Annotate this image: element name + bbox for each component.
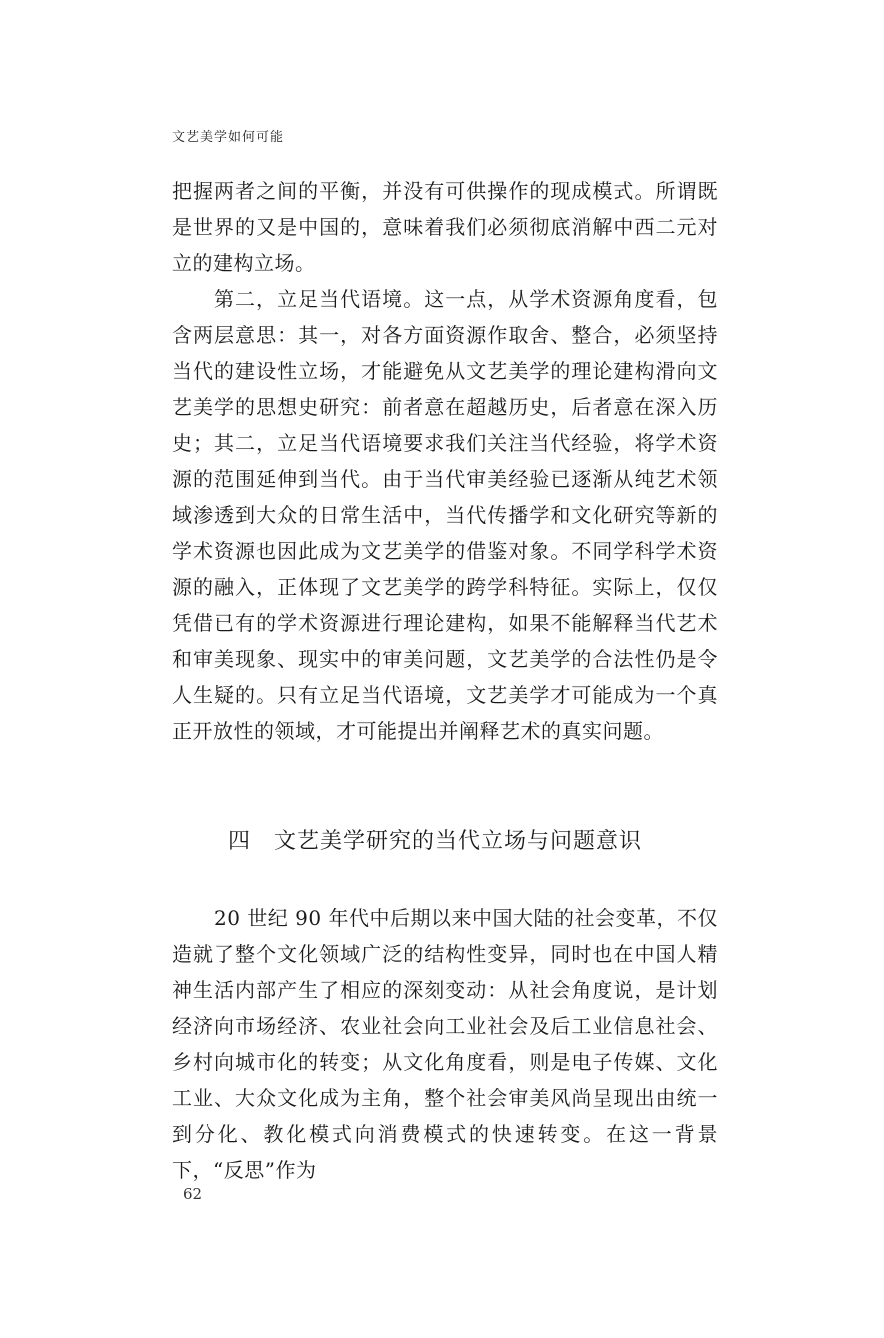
running-header: 文艺美学如何可能 [172,130,285,145]
text-block-upper [172,173,718,749]
page-number: 62 [183,1185,203,1203]
text-block-lower [172,900,718,1188]
paragraph-continuation: 把握两者之间的平衡，并没有可供操作的现成模式。所谓既是世界的又是中国的，意味着我们必须彻底消解中西二元对立的建构立场。 [172,179,718,275]
section-heading: 四 文艺美学研究的当代立场与问题意识 [228,829,643,854]
paragraph-contemporary-context: 第二，立足当代语境。这一点，从学术资源角度看，包含两层意思：其一，对各方面资源作取舍、整合，必须坚持当代的建设性立场，才能避免从文艺美学的理论建构滑向文艺美学的思想史研究：前者意在超越历史，后者意在深入历史；其二，立足当代语境要求我们关注当代经验，将学术资源的范围延伸到当代。由于当代审美经验已逐渐从纯艺术领域渗透到大众的日常生活中，当代传播学和文化研究等新的学术资源也因此成为文艺美学的借鉴对象。不同学科学术资源的融入，正体现了文艺美学的跨学科特征。实际上，仅仅凭借已有的学术资源进行理论建构，如果不能解释当代艺术和审美现象、现实中的审美问题，文艺美学的合法性仍是令人生疑的。只有立足当代语境，文艺美学才可能成为一个真正开放性的领域，才可能提出并阐释艺术的真实问题。 [172,287,718,743]
paragraph-social-change: 20 世纪 90 年代中后期以来中国大陆的社会变革，不仅造就了整个文化领域广泛的结构性变异，同时也在中国人精神生活内部产生了相应的深刻变动：从社会角度说，是计划经济向市场经济、农业社会向工业社会及后工业信息社会、乡村向城市化的转变；从文化角度看，则是电子传媒、文化工业、大众文化成为主角，整个社会审美风尚呈现出由统一到分化、教化模式向消费模式的快速转变。在这一背景下，“反思”作为 [172,906,718,1182]
